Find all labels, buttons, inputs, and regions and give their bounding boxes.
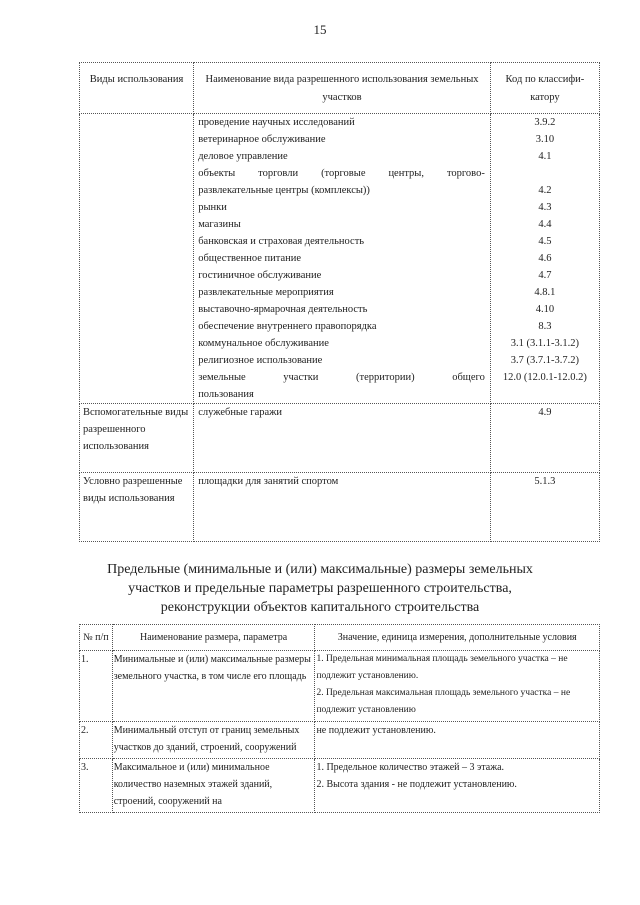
use-name-word: торговли: [258, 168, 299, 179]
header-parameter: Наименование размера, параметра: [112, 625, 315, 651]
use-code: 3.9.2: [534, 117, 556, 128]
use-name-word: общего: [452, 372, 485, 383]
main-uses-names-cell: [194, 114, 491, 404]
header-use-types: Виды использования: [80, 63, 194, 114]
use-code: 3.7 (3.7.1-3.7.2): [510, 355, 580, 366]
parameter-value: 1. Предельная минимальная площадь земельного участка – не подлежит установлению.: [316, 654, 568, 681]
conditional-code-cell: 5.1.3: [490, 473, 599, 542]
table-row: [80, 651, 600, 722]
use-name: коммунальное обслуживание: [198, 338, 329, 349]
table-header-row: [80, 625, 600, 651]
header-classifier-code: Код по классифи-катору: [490, 63, 599, 114]
table-row: [80, 722, 600, 759]
use-code: 8.3: [538, 321, 552, 332]
use-name: рынки: [198, 202, 227, 213]
use-name: проведение научных исследований: [198, 117, 355, 128]
use-name: ветеринарное обслуживание: [198, 134, 326, 145]
parameter-name: Максимальное и (или) минимальное количество наземных этажей зданий, строений, сооружений на: [112, 759, 315, 813]
conditional-type-cell: Условно разрешенные виды использования: [80, 473, 194, 542]
parameter-value: не подлежит установлению.: [316, 725, 436, 736]
use-name: общественное питание: [198, 253, 302, 264]
main-uses-row: [80, 114, 600, 404]
use-code: 4.10: [535, 304, 555, 315]
parameters-table: [79, 624, 600, 813]
use-name: банковская и страховая деятельность: [198, 236, 365, 247]
use-code: 4.6: [538, 253, 552, 264]
use-name: выставочно-ярмарочная деятельность: [198, 304, 368, 315]
auxiliary-type-cell: Вспомогательные виды разрешенного использования: [80, 404, 194, 473]
parameter-value: 1. Предельное количество этажей – 3 этажа.: [316, 762, 505, 773]
use-name: магазины: [198, 219, 241, 230]
auxiliary-uses-row: [80, 404, 600, 473]
use-name: религиозное использование: [198, 355, 323, 366]
use-name-word: (торговые: [321, 168, 366, 179]
auxiliary-name-cell: служебные гаражи: [194, 404, 491, 473]
use-code: 12.0 (12.0.1-12.0.2): [502, 372, 587, 383]
use-code: 4.7: [538, 270, 552, 281]
use-name-word: участки: [283, 372, 319, 383]
parameter-name: Минимальные и (или) максимальные размеры земельного участка, в том числе его площадь: [112, 651, 315, 722]
use-code: 4.3: [538, 202, 552, 213]
use-code: 3.10: [535, 134, 555, 145]
use-code: 4.2: [538, 185, 552, 196]
header-number: № п/п: [80, 625, 113, 651]
use-name: гостиничное обслуживание: [198, 270, 322, 281]
conditional-name-cell: площадки для занятий спортом: [194, 473, 491, 542]
use-name-line: развлекательные центры (комплексы)): [198, 185, 370, 196]
row-number: 1.: [80, 651, 113, 722]
parameter-value: 2. Высота здания - не подлежит установлению.: [316, 779, 517, 790]
parameter-value-cell: [315, 722, 600, 759]
use-name: обеспечение внутреннего правопорядка: [198, 321, 377, 332]
code-spacer: [494, 386, 596, 403]
header-value: Значение, единица измерения, дополнительные условия: [315, 625, 600, 651]
use-name-word: земельные: [198, 372, 246, 383]
use-code: 4.4: [538, 219, 552, 230]
permitted-use-table: [79, 62, 600, 542]
table-header-row: [80, 63, 600, 114]
conditional-uses-row: [80, 473, 600, 542]
use-name-word: (территории): [356, 372, 415, 383]
use-code: 3.1 (3.1.1-3.1.2): [510, 338, 580, 349]
use-name: развлекательные мероприятия: [198, 287, 334, 298]
code-spacer: [494, 165, 596, 182]
use-name-line: пользования: [198, 389, 254, 400]
use-code: 4.5: [538, 236, 552, 247]
use-name-line: [198, 165, 485, 182]
use-code: 4.8.1: [534, 287, 556, 298]
parameter-name: Минимальный отступ от границ земельных участков до зданий, строений, сооружений: [112, 722, 315, 759]
use-name-word: торгово-: [446, 168, 485, 179]
use-name-word: центры,: [388, 168, 424, 179]
use-code: 4.1: [538, 151, 552, 162]
header-use-name: Наименование вида разрешенного использования земельных участков: [194, 63, 491, 114]
parameter-value-cell: [315, 651, 600, 722]
auxiliary-code-cell: 4.9: [490, 404, 599, 473]
page-number: 15: [313, 22, 327, 37]
main-uses-type-cell: [80, 114, 194, 404]
section-heading: Предельные (минимальные и (или) максимальные) размеры земельных участков и предельные параметры разрешенного строительства, реконструкции объектов капитального строительства: [107, 562, 533, 615]
main-uses-codes-cell: [490, 114, 599, 404]
row-number: 3.: [80, 759, 113, 813]
use-name-line: [198, 369, 485, 386]
use-name: деловое управление: [198, 151, 288, 162]
parameter-value-cell: [315, 759, 600, 813]
parameter-value: 2. Предельная максимальная площадь земельного участка – не подлежит установлению: [316, 688, 571, 715]
use-name-word: объекты: [198, 168, 236, 179]
table-row: [80, 759, 600, 813]
row-number: 2.: [80, 722, 113, 759]
